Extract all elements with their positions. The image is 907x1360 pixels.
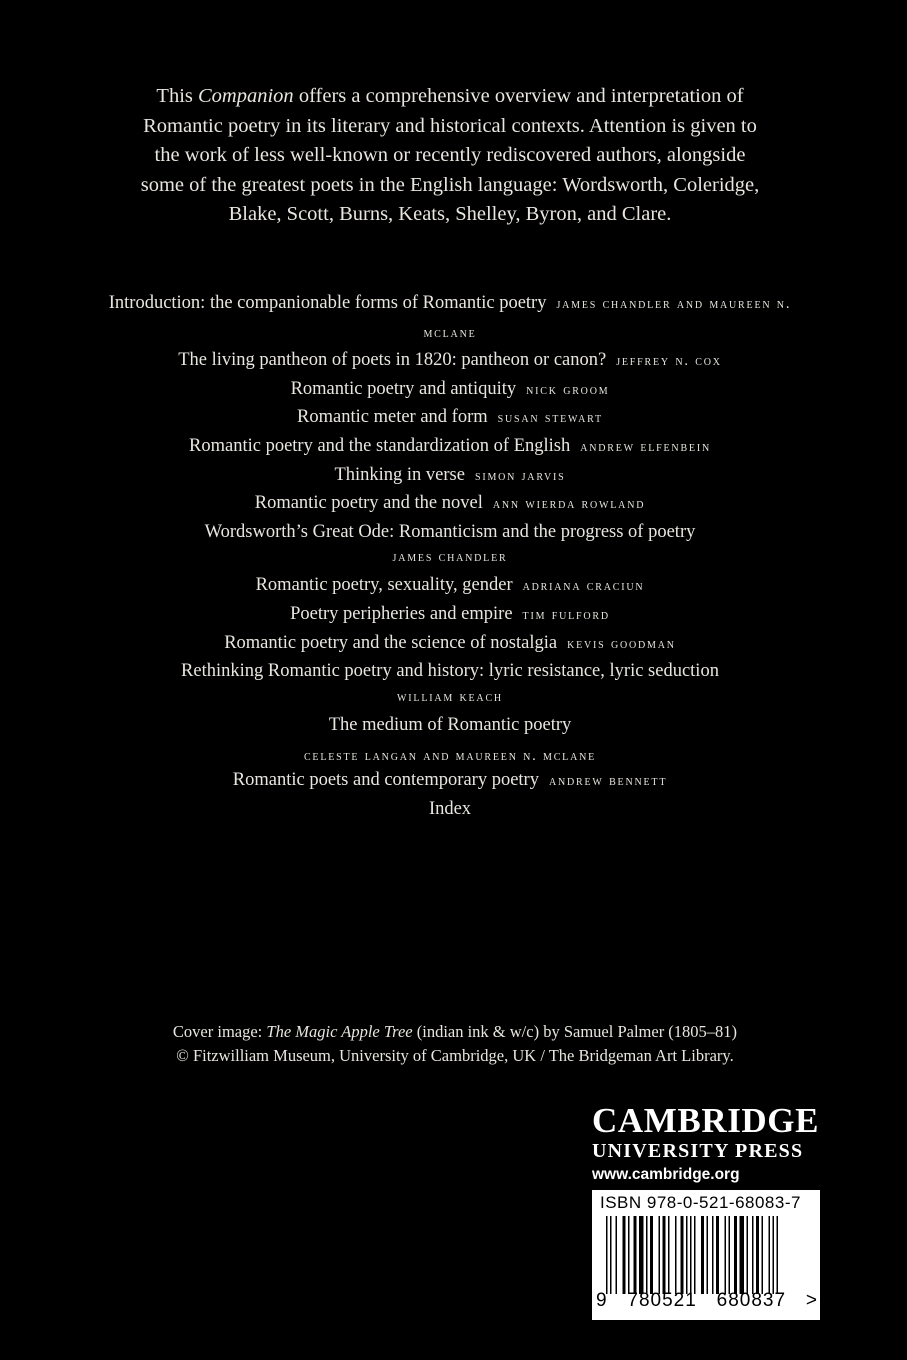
barcode-stripe xyxy=(756,1216,759,1294)
barcode-stripe xyxy=(762,1216,764,1294)
barcode-stripe xyxy=(610,1216,612,1294)
blurb-text xyxy=(140,82,760,230)
barcode-stripe xyxy=(650,1216,653,1294)
toc-title: Romantic poetry, sexuality, gender xyxy=(255,575,513,596)
barcode-stripe xyxy=(752,1216,754,1294)
barcode-stripe xyxy=(773,1216,775,1294)
barcode-stripe xyxy=(701,1216,704,1294)
barcode-stripe xyxy=(681,1216,684,1294)
barcode-stripe xyxy=(740,1216,745,1294)
barcode-stripe xyxy=(712,1216,714,1294)
toc-author: ann wierda rowland xyxy=(492,496,646,513)
barcode-stripe xyxy=(663,1216,666,1294)
toc-author: celeste langan and maureen n. mclane xyxy=(303,748,597,765)
barcode-stripe xyxy=(716,1216,719,1294)
toc-author: adriana craciun xyxy=(522,578,645,595)
toc-title: Introduction: the companionable forms of Romantic poetry xyxy=(108,293,547,313)
toc-entry xyxy=(100,433,800,462)
toc-author: james chandler xyxy=(392,549,508,566)
barcode-stripe xyxy=(729,1216,731,1294)
toc-author: andrew bennett xyxy=(548,773,668,790)
toc-entry xyxy=(100,290,800,347)
toc-author: tim fulford xyxy=(522,606,610,623)
credit-line-1 xyxy=(100,1020,810,1044)
toc-entry xyxy=(100,490,800,519)
toc-author: james chandler and maureen n. mclane xyxy=(423,296,792,341)
barcode-stripe xyxy=(606,1216,608,1294)
toc-title: Romantic poetry and the standardization of English xyxy=(189,435,571,456)
publisher-logo xyxy=(592,1103,824,1184)
publisher-url: www.cambridge.org xyxy=(592,1166,740,1183)
barcode-stripe xyxy=(769,1216,771,1294)
toc-entry xyxy=(100,519,800,569)
barcode-stripe xyxy=(734,1216,737,1294)
credit-post: (indian ink & w/c) by Samuel Palmer (1805–81) xyxy=(412,1022,738,1041)
toc-title: The medium of Romantic poetry xyxy=(328,714,572,735)
barcode-stripe xyxy=(659,1216,661,1294)
barcode-stripe xyxy=(639,1216,644,1294)
barcode-stripe xyxy=(675,1216,677,1294)
toc-author: william keach xyxy=(397,688,503,705)
toc-author: kevis goodman xyxy=(567,635,676,652)
blurb-italic: Companion xyxy=(198,85,294,107)
barcode-stripe xyxy=(690,1216,692,1294)
toc-title: The living pantheon of poets in 1820: pantheon or canon? xyxy=(178,350,607,371)
credit-line-2: © Fitzwilliam Museum, University of Cambridge, UK / The Bridgeman Art Library. xyxy=(176,1045,734,1065)
barcode-stripe xyxy=(694,1216,696,1294)
toc-title: Romantic poetry and antiquity xyxy=(290,378,517,399)
toc-entry xyxy=(100,767,800,796)
toc-entry xyxy=(100,572,800,601)
toc-entry xyxy=(100,601,800,630)
toc-title: Romantic poetry and the novel xyxy=(254,493,483,514)
credit-artwork-title: The Magic Apple Tree xyxy=(266,1022,413,1041)
barcode-stripe xyxy=(725,1216,727,1294)
toc-title: Wordsworth’s Great Ode: Romanticism and the progress of poetry xyxy=(204,521,696,542)
barcode-stripe xyxy=(686,1216,688,1294)
toc-title: Poetry peripheries and empire xyxy=(290,603,513,624)
toc-author: nick groom xyxy=(526,381,610,398)
toc-title: Romantic poetry and the science of nostalgia xyxy=(224,632,558,653)
toc-title: Index xyxy=(428,798,472,819)
barcode-bars xyxy=(606,1216,806,1294)
toc-author: jeffrey n. cox xyxy=(616,353,722,370)
barcode-stripe xyxy=(668,1216,670,1294)
toc-title: Thinking in verse xyxy=(334,464,465,485)
barcode-digits xyxy=(596,1290,818,1312)
toc-entry xyxy=(100,630,800,659)
barcode-digit-group: 780521 xyxy=(627,1290,697,1311)
publisher-name: CAMBRIDGE xyxy=(592,1101,820,1140)
toc-title: Romantic poets and contemporary poetry xyxy=(232,770,539,791)
toc-entry xyxy=(100,462,800,491)
toc-entry xyxy=(100,376,800,405)
barcode-stripe xyxy=(777,1216,779,1294)
barcode-digit-group: 680837 xyxy=(716,1290,787,1311)
barcode-stripe xyxy=(634,1216,637,1294)
toc-entry xyxy=(100,347,800,376)
barcode-stripe xyxy=(646,1216,648,1294)
toc-author: andrew elfenbein xyxy=(580,438,711,455)
isbn-barcode xyxy=(592,1190,820,1320)
isbn-label: ISBN 978-0-521-68083-7 xyxy=(600,1193,801,1212)
barcode-digit-group: 9 xyxy=(596,1290,608,1311)
publisher-subtitle: UNIVERSITY PRESS xyxy=(592,1140,804,1162)
barcode-stripe xyxy=(707,1216,709,1294)
toc-entry xyxy=(100,796,800,824)
cover-image-credit xyxy=(100,1020,810,1067)
barcode-stripe xyxy=(623,1216,626,1294)
toc-entry xyxy=(100,404,800,433)
toc-entry xyxy=(100,712,800,768)
toc-author: susan stewart xyxy=(497,410,603,427)
barcode-digit-group: > xyxy=(805,1290,818,1311)
barcode-stripe xyxy=(616,1216,618,1294)
barcode-stripe xyxy=(747,1216,749,1294)
blurb-pre: This xyxy=(156,85,198,107)
credit-pre: Cover image: xyxy=(172,1022,267,1041)
toc-title: Rethinking Romantic poetry and history: lyric resistance, lyric seduction xyxy=(181,661,719,682)
table-of-contents xyxy=(100,290,800,824)
toc-entry xyxy=(100,658,800,708)
barcode-stripe xyxy=(628,1216,630,1294)
toc-title: Romantic meter and form xyxy=(297,407,488,428)
toc-author: simon jarvis xyxy=(474,467,566,484)
blurb-post: offers a comprehensive overview and interpretation of Romantic poetry in its literary and historical contexts. Attention is given to the work of less well-known or recently rediscovered authors, alongside some of the greatest poets in the English language: Wordsworth, Coleridge, Blake, Scott, Burns, Keats, Shelley, Byron, and Clare. xyxy=(140,85,760,226)
back-cover-blurb xyxy=(140,82,760,230)
